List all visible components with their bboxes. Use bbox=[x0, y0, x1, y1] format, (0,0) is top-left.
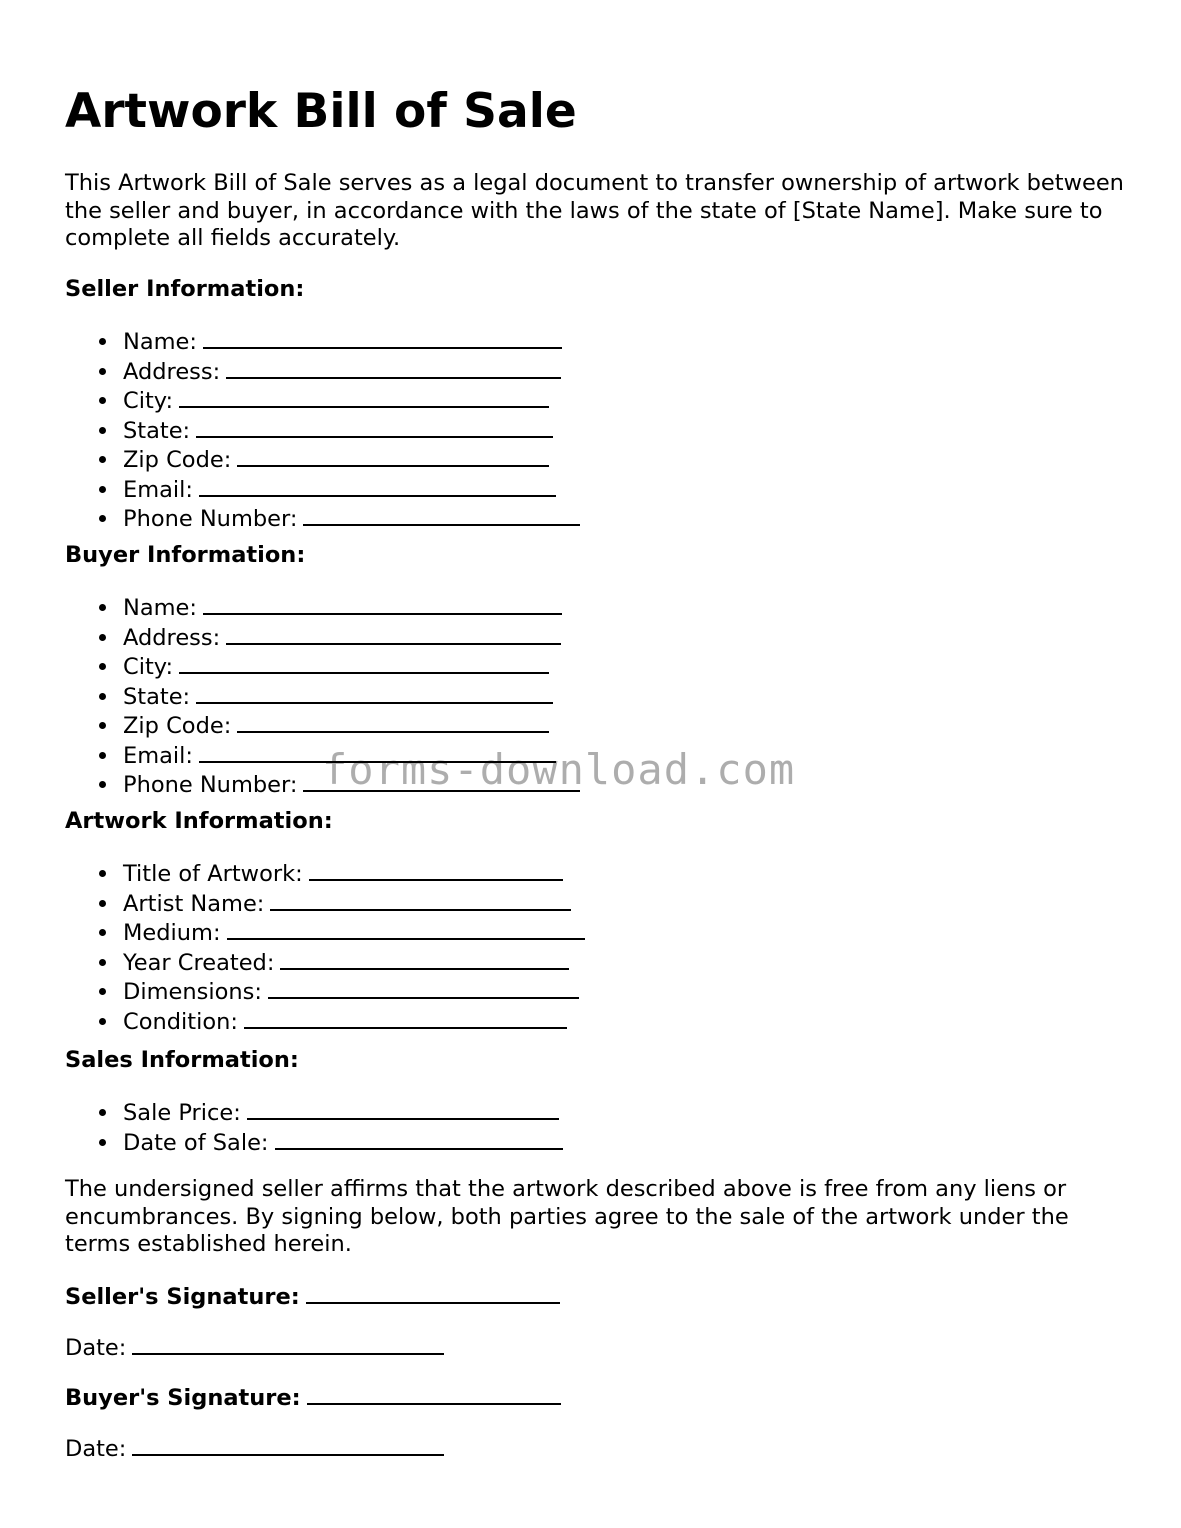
artwork-condition-blank[interactable] bbox=[244, 1007, 567, 1029]
seller-city-blank[interactable] bbox=[179, 386, 549, 408]
buyer-state-field[interactable]: State: bbox=[65, 682, 580, 712]
artwork-year-blank[interactable] bbox=[280, 948, 569, 970]
watermark-text: forms-download.com bbox=[322, 745, 796, 794]
seller-date-blank[interactable] bbox=[132, 1333, 444, 1355]
artwork-artist-field[interactable]: Artist Name: bbox=[65, 889, 585, 919]
buyer-signature-line[interactable]: Buyer's Signature: bbox=[65, 1383, 561, 1413]
buyer-email-field[interactable]: Email: bbox=[65, 741, 580, 771]
buyer-phone-field[interactable]: Phone Number: bbox=[65, 770, 580, 800]
sale-date-blank[interactable] bbox=[275, 1128, 563, 1150]
seller-state-field[interactable]: State: bbox=[65, 416, 580, 446]
buyer-state-blank[interactable] bbox=[196, 682, 553, 704]
buyer-date-blank[interactable] bbox=[132, 1434, 444, 1456]
artwork-condition-field[interactable]: Condition: bbox=[65, 1007, 585, 1037]
artwork-year-field[interactable]: Year Created: bbox=[65, 948, 585, 978]
seller-state-blank[interactable] bbox=[196, 416, 553, 438]
artwork-heading: Artwork Information: bbox=[65, 808, 333, 834]
sale-price-field[interactable]: Sale Price: bbox=[65, 1098, 563, 1128]
sale-date-field[interactable]: Date of Sale: bbox=[65, 1128, 563, 1158]
seller-email-field[interactable]: Email: bbox=[65, 475, 580, 505]
affirmation-paragraph: The undersigned seller affirms that the artwork described above is free from any liens or encumbrances. By signing below, both parties agree to the sale of the artwork under the terms established herein. bbox=[65, 1176, 1069, 1257]
seller-heading: Seller Information: bbox=[65, 276, 305, 302]
seller-name-blank[interactable] bbox=[203, 327, 562, 349]
seller-fields bbox=[65, 327, 580, 534]
seller-date-line[interactable]: Date: bbox=[65, 1333, 444, 1363]
artwork-dimensions-blank[interactable] bbox=[268, 977, 579, 999]
seller-signature-line[interactable]: Seller's Signature: bbox=[65, 1282, 560, 1312]
buyer-address-blank[interactable] bbox=[226, 623, 561, 645]
seller-email-blank[interactable] bbox=[199, 475, 556, 497]
artwork-title-blank[interactable] bbox=[309, 859, 563, 881]
intro-paragraph: This Artwork Bill of Sale serves as a legal document to transfer ownership of artwork between the seller and buyer, in accordance with the laws of the state of [State Name]. Make sure to complete all fields accurately. bbox=[65, 170, 1124, 251]
seller-address-field[interactable]: Address: bbox=[65, 357, 580, 387]
seller-phone-field[interactable]: Phone Number: bbox=[65, 504, 580, 534]
seller-signature-blank[interactable] bbox=[306, 1282, 560, 1304]
buyer-name-blank[interactable] bbox=[203, 593, 562, 615]
seller-city-field[interactable]: City: bbox=[65, 386, 580, 416]
artwork-medium-blank[interactable] bbox=[227, 918, 585, 940]
seller-address-blank[interactable] bbox=[226, 357, 561, 379]
artwork-title-field[interactable]: Title of Artwork: bbox=[65, 859, 585, 889]
artwork-dimensions-field[interactable]: Dimensions: bbox=[65, 977, 585, 1007]
seller-phone-blank[interactable] bbox=[303, 504, 580, 526]
seller-zip-blank[interactable] bbox=[237, 445, 549, 467]
artwork-artist-blank[interactable] bbox=[270, 889, 571, 911]
document-title: Artwork Bill of Sale bbox=[65, 84, 577, 139]
seller-name-field[interactable]: Name: bbox=[65, 327, 580, 357]
buyer-date-line[interactable]: Date: bbox=[65, 1434, 444, 1464]
buyer-heading: Buyer Information: bbox=[65, 542, 306, 568]
sales-heading: Sales Information: bbox=[65, 1047, 299, 1073]
artwork-medium-field[interactable]: Medium: bbox=[65, 918, 585, 948]
buyer-city-field[interactable]: City: bbox=[65, 652, 580, 682]
buyer-city-blank[interactable] bbox=[179, 652, 549, 674]
sale-price-blank[interactable] bbox=[247, 1098, 559, 1120]
artwork-fields bbox=[65, 859, 585, 1036]
seller-zip-field[interactable]: Zip Code: bbox=[65, 445, 580, 475]
buyer-zip-field[interactable]: Zip Code: bbox=[65, 711, 580, 741]
buyer-address-field[interactable]: Address: bbox=[65, 623, 580, 653]
buyer-name-field[interactable]: Name: bbox=[65, 593, 580, 623]
buyer-signature-blank[interactable] bbox=[307, 1383, 561, 1405]
buyer-zip-blank[interactable] bbox=[237, 711, 549, 733]
sales-fields bbox=[65, 1098, 563, 1157]
